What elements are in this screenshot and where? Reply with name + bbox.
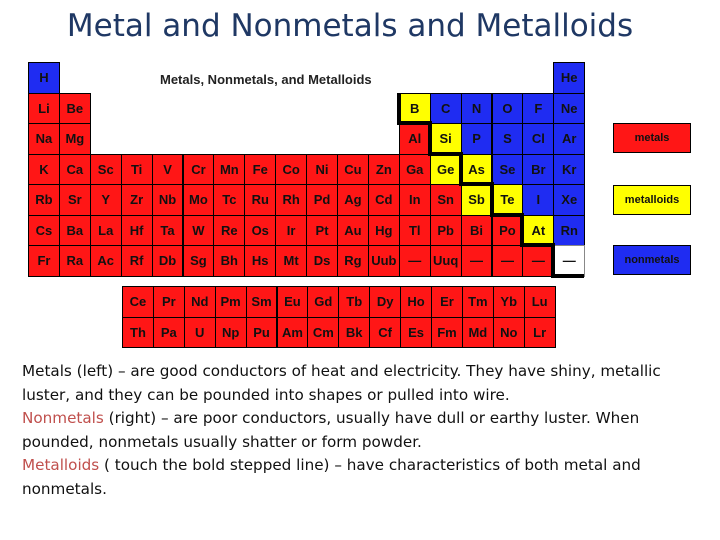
element-cell: B	[399, 93, 431, 125]
element-cell: Rb	[28, 184, 60, 216]
element-cell: Mn	[213, 154, 245, 186]
element-cell: Au	[337, 215, 369, 247]
metalloid-boundary-line	[459, 152, 463, 187]
element-cell: Ca	[59, 154, 91, 186]
element-cell: S	[492, 123, 524, 155]
element-cell: Si	[430, 123, 462, 155]
element-cell: Uuq	[430, 245, 462, 277]
element-cell: Rh	[275, 184, 307, 216]
element-cell: Ar	[553, 123, 585, 155]
element-cell: Cu	[337, 154, 369, 186]
legend-metalloid: metalloids	[613, 185, 691, 215]
element-cell: Al	[399, 123, 431, 155]
element-cell: Db	[152, 245, 184, 277]
element-cell: I	[522, 184, 554, 216]
element-cell: Fr	[28, 245, 60, 277]
element-cell: Ce	[122, 286, 154, 318]
element-cell: —	[522, 245, 554, 277]
nonmetals-keyword: Nonmetals	[22, 409, 104, 427]
element-cell: W	[183, 215, 215, 247]
legend-metal: metals	[613, 123, 691, 153]
element-cell: N	[461, 93, 493, 125]
element-cell: Fm	[431, 317, 463, 349]
element-cell: —	[492, 245, 524, 277]
element-cell: He	[553, 62, 585, 94]
element-cell: Sg	[183, 245, 215, 277]
metalloid-boundary-line	[399, 121, 430, 125]
element-cell: Bi	[461, 215, 493, 247]
element-cell: Fe	[244, 154, 276, 186]
element-cell: Ds	[306, 245, 338, 277]
element-cell: Y	[90, 184, 122, 216]
element-cell: K	[28, 154, 60, 186]
element-cell: Gd	[307, 286, 339, 318]
element-cell: Hg	[368, 215, 400, 247]
table-heading: Metals, Nonmetals, and Metalloids	[160, 72, 372, 87]
element-cell: H	[28, 62, 60, 94]
element-cell: —	[553, 245, 585, 277]
element-cell: Rg	[337, 245, 369, 277]
element-cell: Mg	[59, 123, 91, 155]
element-cell: Eu	[277, 286, 309, 318]
element-cell: Pt	[306, 215, 338, 247]
metalloids-description	[22, 454, 712, 501]
element-cell: Br	[522, 154, 554, 186]
element-cell: Sb	[461, 184, 493, 216]
element-cell: Ge	[430, 154, 462, 186]
element-cell: Pb	[430, 215, 462, 247]
element-cell: Te	[492, 184, 524, 216]
metalloid-boundary-line	[492, 213, 523, 217]
metalloid-boundary-line	[553, 274, 584, 278]
element-cell: Sr	[59, 184, 91, 216]
element-cell: Cl	[522, 123, 554, 155]
description-text	[22, 360, 712, 501]
element-cell: Th	[122, 317, 154, 349]
element-cell: Be	[59, 93, 91, 125]
element-cell: Sc	[90, 154, 122, 186]
element-cell: No	[493, 317, 525, 349]
element-cell: Nd	[184, 286, 216, 318]
element-cell: Mo	[183, 184, 215, 216]
element-cell: In	[399, 184, 431, 216]
element-cell: Zn	[368, 154, 400, 186]
element-cell: Kr	[553, 154, 585, 186]
element-cell: Dy	[369, 286, 401, 318]
element-cell: Po	[492, 215, 524, 247]
element-cell: F	[522, 93, 554, 125]
metals-description: Metals (left) – are good conductors of heat and electricity. They have shiny, metallic luster, and they can be pounded into shapes or pulled into wire.	[22, 362, 661, 404]
element-cell: Ag	[337, 184, 369, 216]
element-cell: Pr	[153, 286, 185, 318]
element-cell: Se	[492, 154, 524, 186]
metalloid-boundary-line	[551, 243, 555, 278]
element-cell: Bk	[338, 317, 370, 349]
element-cell: —	[399, 245, 431, 277]
slide-title: Metal and Nonmetals and Metalloids	[66, 8, 634, 44]
legend-nonmetal: nonmetals	[613, 245, 691, 275]
element-cell: Tm	[462, 286, 494, 318]
element-cell: Hf	[121, 215, 153, 247]
element-cell: Cd	[368, 184, 400, 216]
element-cell: Rf	[121, 245, 153, 277]
element-cell: Zr	[121, 184, 153, 216]
element-cell: U	[184, 317, 216, 349]
element-cell: Es	[400, 317, 432, 349]
element-cell: Lu	[524, 286, 556, 318]
element-cell: Bh	[213, 245, 245, 277]
element-cell: Os	[244, 215, 276, 247]
element-cell: Ba	[59, 215, 91, 247]
element-cell: Ra	[59, 245, 91, 277]
element-cell: Lr	[524, 317, 556, 349]
element-cell: Am	[277, 317, 309, 349]
element-cell: Hs	[244, 245, 276, 277]
element-cell: Pa	[153, 317, 185, 349]
element-cell: Md	[462, 317, 494, 349]
element-cell: Ho	[400, 286, 432, 318]
element-cell: Ti	[121, 154, 153, 186]
element-cell: P	[461, 123, 493, 155]
element-cell: Uub	[368, 245, 400, 277]
metalloid-boundary-line	[490, 182, 494, 217]
element-cell: Cm	[307, 317, 339, 349]
element-cell: Ni	[306, 154, 338, 186]
element-cell: Pd	[306, 184, 338, 216]
nonmetals-description	[22, 407, 712, 454]
element-cell: Er	[431, 286, 463, 318]
element-cell: La	[90, 215, 122, 247]
element-cell: Na	[28, 123, 60, 155]
element-cell: Yb	[493, 286, 525, 318]
element-cell: Re	[213, 215, 245, 247]
element-cell: Mt	[275, 245, 307, 277]
metalloid-boundary-line	[520, 213, 524, 248]
element-cell: Rn	[553, 215, 585, 247]
element-cell: At	[522, 215, 554, 247]
element-cell: Tl	[399, 215, 431, 247]
element-cell: Sn	[430, 184, 462, 216]
element-cell: Ac	[90, 245, 122, 277]
metalloid-boundary-line	[461, 182, 492, 186]
metalloids-keyword: Metalloids	[22, 456, 100, 474]
element-cell: V	[152, 154, 184, 186]
element-cell: Pu	[246, 317, 278, 349]
element-cell: Ta	[152, 215, 184, 247]
element-cell: Pm	[215, 286, 247, 318]
element-cell: Nb	[152, 184, 184, 216]
element-cell: As	[461, 154, 493, 186]
metalloid-boundary-line	[522, 243, 553, 247]
element-cell: Ir	[275, 215, 307, 247]
element-cell: Ru	[244, 184, 276, 216]
metalloid-boundary-line	[428, 121, 432, 156]
element-cell: O	[492, 93, 524, 125]
element-cell: Cs	[28, 215, 60, 247]
metalloids-text: ( touch the bold stepped line) – have characteristics of both metal and nonmetals.	[22, 456, 641, 498]
element-cell: Np	[215, 317, 247, 349]
element-cell: Co	[275, 154, 307, 186]
element-cell: Tc	[213, 184, 245, 216]
element-cell: —	[461, 245, 493, 277]
element-cell: Xe	[553, 184, 585, 216]
element-cell: Tb	[338, 286, 370, 318]
element-cell: C	[430, 93, 462, 125]
element-cell: Ne	[553, 93, 585, 125]
element-cell: Cr	[183, 154, 215, 186]
element-cell: Cf	[369, 317, 401, 349]
element-cell: Sm	[246, 286, 278, 318]
nonmetals-text: (right) – are poor conductors, usually have dull or earthy luster. When pounded, nonmetals usually shatter or form powder.	[22, 409, 640, 451]
metalloid-boundary-line	[430, 152, 461, 156]
element-cell: Li	[28, 93, 60, 125]
element-cell: Ga	[399, 154, 431, 186]
